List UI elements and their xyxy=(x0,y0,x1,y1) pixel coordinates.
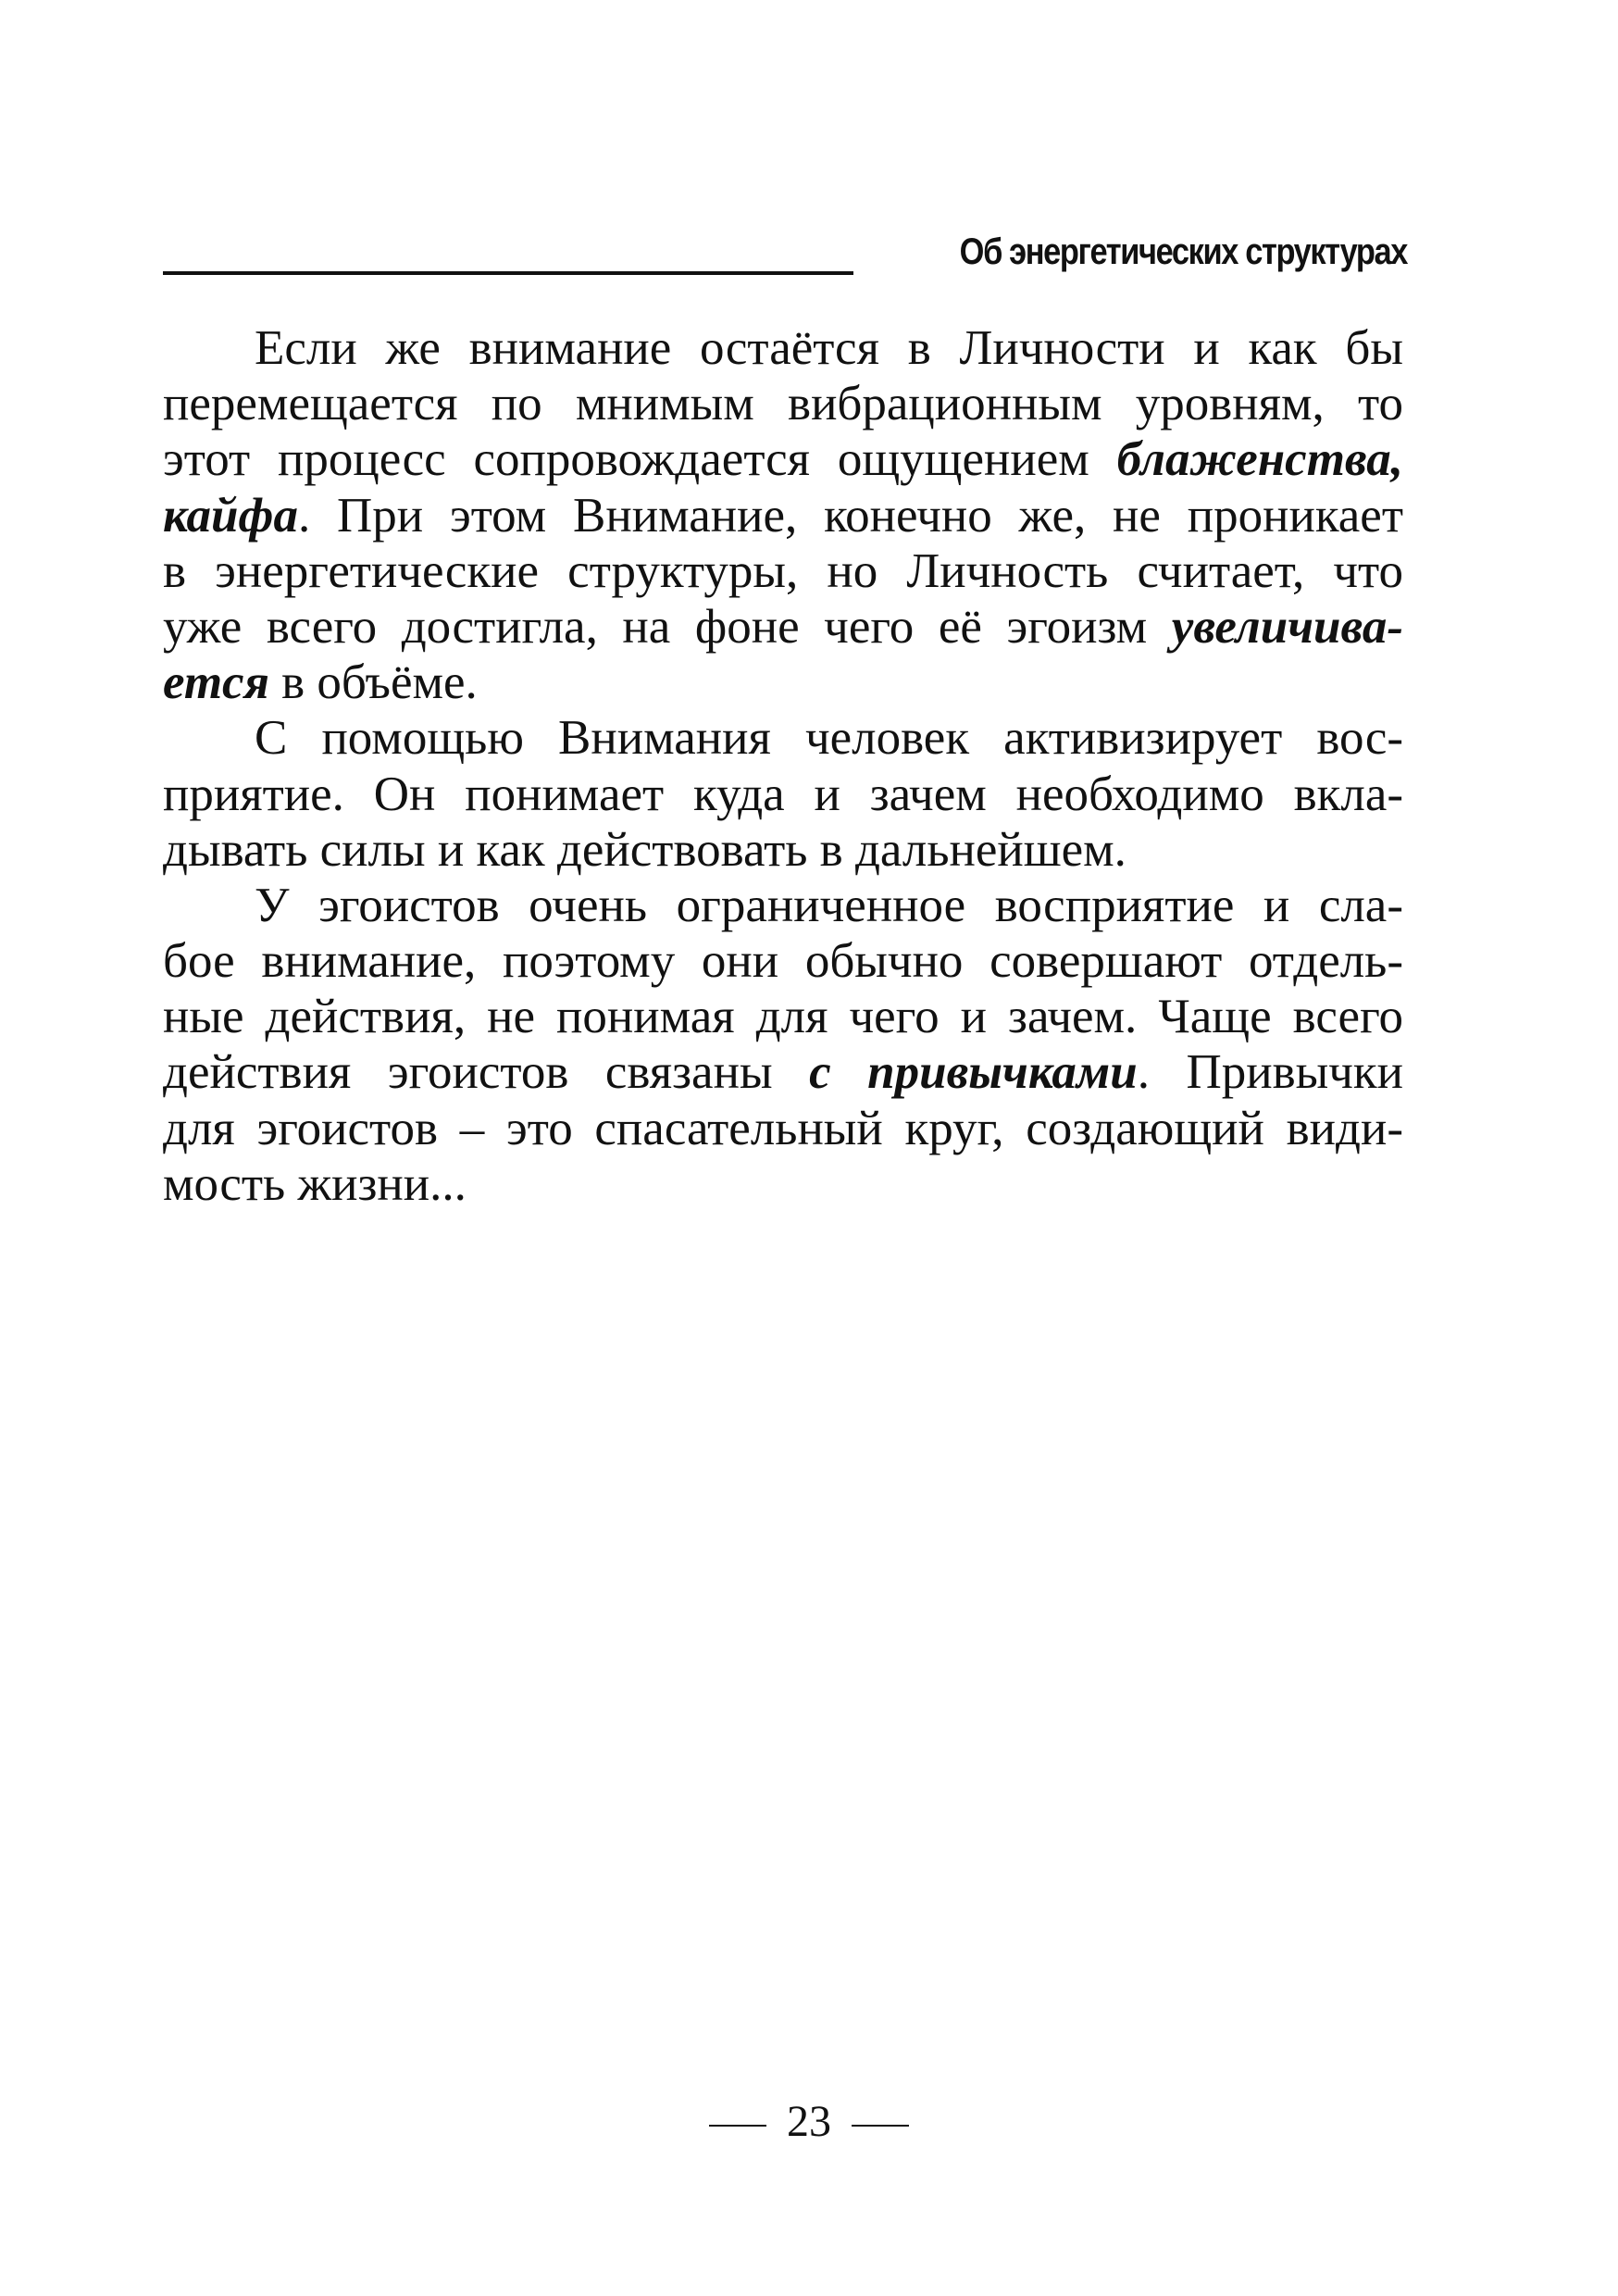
text-run: для эгоистов – это спасательный круг, создающий види- xyxy=(163,1101,1403,1155)
text-line xyxy=(163,1101,1403,1156)
text-run: уже всего достигла, на фоне чего её эгоизм xyxy=(163,599,1172,654)
text-run: мость жизни... xyxy=(163,1156,467,1211)
text-run: У эгоистов очень ограниченное восприятие и сла- xyxy=(255,878,1403,932)
body-text xyxy=(163,320,1403,1212)
left-dash xyxy=(709,2125,766,2127)
running-header xyxy=(163,226,1407,278)
text-line xyxy=(163,1044,1403,1100)
text-run: С помощью Внимания человек активизирует вос- xyxy=(255,711,1403,766)
text-line xyxy=(163,488,1403,543)
text-line xyxy=(163,822,1403,878)
paragraph-2 xyxy=(163,710,1403,878)
text-run: в энергетические структуры, но Личность считает, что xyxy=(163,543,1403,598)
text-line xyxy=(163,933,1403,989)
emphasis-blazhenstva: блаженства, xyxy=(1116,432,1403,487)
text-run: в объёме. xyxy=(268,655,478,710)
text-run: приятие. Он понимает куда и зачем необходимо вкла- xyxy=(163,767,1403,821)
text-line xyxy=(163,767,1403,822)
text-run: ные действия, не понимая для чего и зачем. Чаще всего xyxy=(163,990,1403,1044)
header-title: Об энергетических структурах xyxy=(959,231,1407,272)
page-footer xyxy=(0,2094,1618,2150)
text-line xyxy=(163,543,1403,599)
right-dash xyxy=(852,2125,909,2127)
text-run: этот процесс сопровождается ощущением xyxy=(163,432,1117,487)
text-run: дывать силы и как действовать в дальнейшем. xyxy=(163,822,1126,877)
text-line xyxy=(163,878,1403,933)
header-rule xyxy=(163,271,853,275)
text-run: Если же внимание остаётся в Личности и как бы xyxy=(255,321,1403,375)
text-run: бое внимание, поэтому они обычно совершают отдель- xyxy=(163,934,1403,989)
page-number: 23 xyxy=(787,2097,831,2146)
text-line xyxy=(163,655,1403,710)
text-line xyxy=(163,989,1403,1044)
text-run: . При этом Внимание, конечно же, не проникает xyxy=(297,488,1403,543)
paragraph-1 xyxy=(163,320,1403,710)
emphasis-kaifa: кайфа xyxy=(163,488,298,543)
text-run: действия эгоистов связаны xyxy=(163,1045,810,1100)
text-line xyxy=(163,431,1403,487)
emphasis-uvelichivaetsya: увеличива- xyxy=(1171,599,1403,654)
paragraph-3 xyxy=(163,878,1403,1212)
text-line xyxy=(163,376,1403,431)
text-line xyxy=(163,710,1403,766)
emphasis-s-privychkami: с привычками xyxy=(809,1045,1138,1100)
text-line xyxy=(163,1156,1403,1212)
emphasis-uvelichivaetsya-end: ется xyxy=(163,655,269,710)
text-line xyxy=(163,320,1403,376)
text-run: . Привычки xyxy=(1137,1045,1403,1100)
text-line xyxy=(163,599,1403,655)
text-run: перемещается по мнимым вибрационным уровням, то xyxy=(163,377,1403,431)
